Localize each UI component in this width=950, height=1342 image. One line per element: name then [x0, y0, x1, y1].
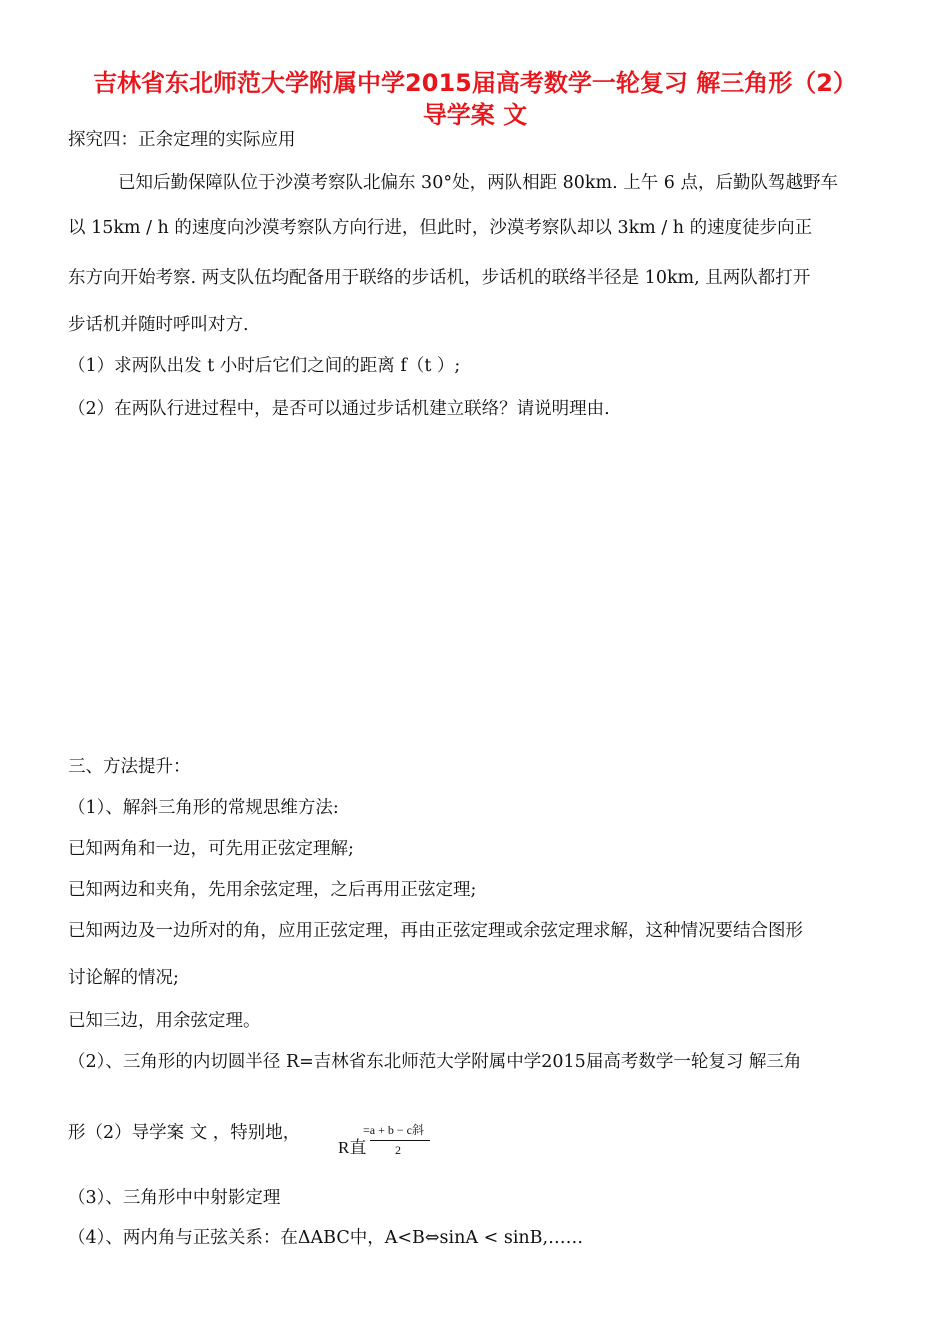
method-1-line-3: 已知两边及一边所对的角，应用正弦定理，再由正弦定理或余弦定理求解，这种情况要结合图形 [68, 921, 803, 941]
formula-r-right: R直 [338, 1138, 367, 1157]
problem-line-3: 东方向开始考察. 两支队伍均配备用于联络的步话机，步话机的联络半径是 10km, 且两队都打开 [68, 268, 811, 288]
formula-denominator: 2 [395, 1143, 401, 1157]
inradius-formula [338, 1121, 448, 1163]
method-3: （3）、三角形中中射影定理 [68, 1188, 281, 1208]
method-1-line-5: 已知三边，用余弦定理。 [68, 1011, 261, 1031]
problem-line-2: 以 15km / h 的速度向沙漠考察队方向行进，但此时，沙漠考察队却以 3km / h 的速度徒步向正 [68, 218, 813, 238]
fraction-bar [370, 1140, 430, 1141]
document-title-line-2: 导学案 文 [422, 101, 528, 129]
formula-numerator: =a + b − c斜 [363, 1123, 424, 1137]
problem-line-1: 已知后勤保障队位于沙漠考察队北偏东 30°处，两队相距 80km. 上午 6 点，后勤队驾越野车 [118, 173, 838, 193]
method-1-line-4: 讨论解的情况; [68, 968, 179, 988]
document-title-line-1: 吉林省东北师范大学附属中学2015届高考数学一轮复习 解三角形（2） [93, 69, 857, 97]
question-2: （2）在两队行进过程中，是否可以通过步话机建立联络？请说明理由. [68, 399, 610, 419]
method-1-line-2: 已知两边和夹角，先用余弦定理，之后再用正弦定理; [68, 880, 477, 900]
question-1: （1）求两队出发 t 小时后它们之间的距离 f（t ）; [68, 356, 461, 376]
method-2-line-2: 形（2）导学案 文 ，特别地， [68, 1123, 301, 1143]
method-2-line-1: （2）、三角形的内切圆半径 R=吉林省东北师范大学附属中学2015届高考数学一轮复习 解三角 [68, 1052, 802, 1072]
section-heading-explore-4: 探究四：正余定理的实际应用 [68, 130, 296, 150]
problem-line-4: 步话机并随时呼叫对方. [68, 315, 249, 335]
method-1-heading: （1）、解斜三角形的常规思维方法: [68, 798, 339, 818]
method-4: （4）、两内角与正弦关系：在ΔABC中，A<B⇔sinA < sinB,…… [68, 1228, 584, 1248]
method-1-line-1: 已知两角和一边，可先用正弦定理解; [68, 839, 354, 859]
section-heading-methods: 三、方法提升： [68, 757, 191, 777]
